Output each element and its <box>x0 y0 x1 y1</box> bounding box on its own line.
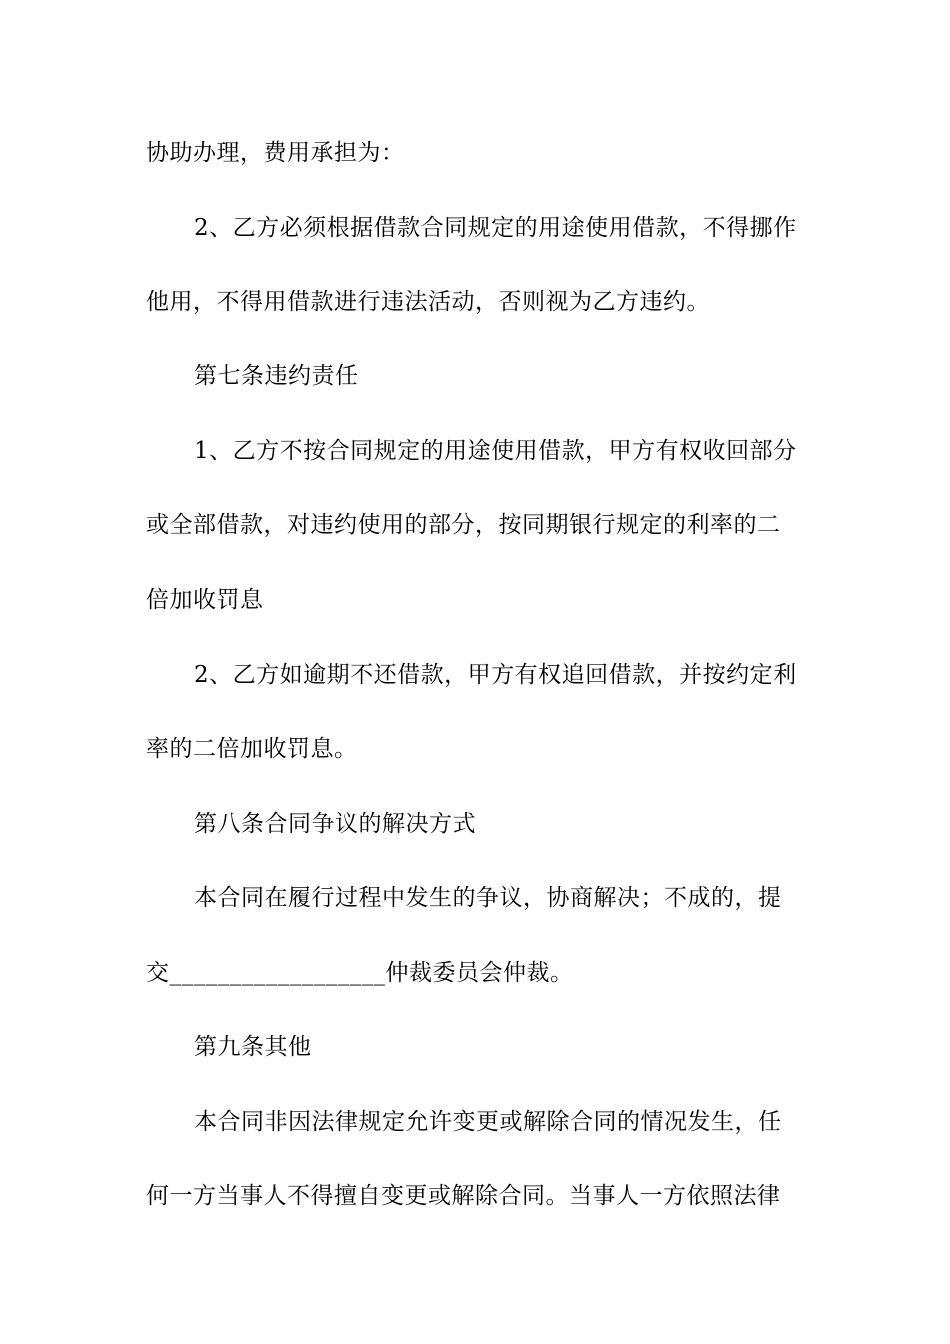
article-7-heading: 第七条违约责任 <box>194 363 359 389</box>
article-7-clause-1-line-3: 倍加收罚息 <box>146 587 264 613</box>
article-9-body-line-2: 何一方当事人不得擅自变更或解除合同。当事人一方依照法律 <box>146 1183 781 1209</box>
clause-2-line-2: 他用，不得用借款进行违法活动，否则视为乙方违约。 <box>146 289 710 315</box>
paragraph-line: 协助办理，费用承担为： <box>146 140 405 166</box>
article-9-body-line-1: 本合同非因法律规定允许变更或解除合同的情况发生，任 <box>194 1109 782 1135</box>
clause-2-line-1: 2、乙方必须根据借款合同规定的用途使用借款，不得挪作 <box>194 215 797 241</box>
article-9-heading: 第九条其他 <box>194 1034 312 1060</box>
article-7-clause-2-line-2: 率的二倍加收罚息。 <box>146 736 358 762</box>
article-8-body-line-2: 交__________________仲裁委员会仲裁。 <box>146 960 574 986</box>
article-8-heading: 第八条合同争议的解决方式 <box>194 811 476 837</box>
article-7-clause-2-line-1: 2、乙方如逾期不还借款，甲方有权追回借款，并按约定利 <box>194 662 797 688</box>
article-7-clause-1-line-2: 或全部借款，对违约使用的部分，按同期银行规定的利率的二 <box>146 512 781 538</box>
article-8-body-line-1: 本合同在履行过程中发生的争议，协商解决；不成的，提 <box>194 885 782 911</box>
article-7-clause-1-line-1: 1、乙方不按合同规定的用途使用借款，甲方有权收回部分 <box>194 438 797 464</box>
